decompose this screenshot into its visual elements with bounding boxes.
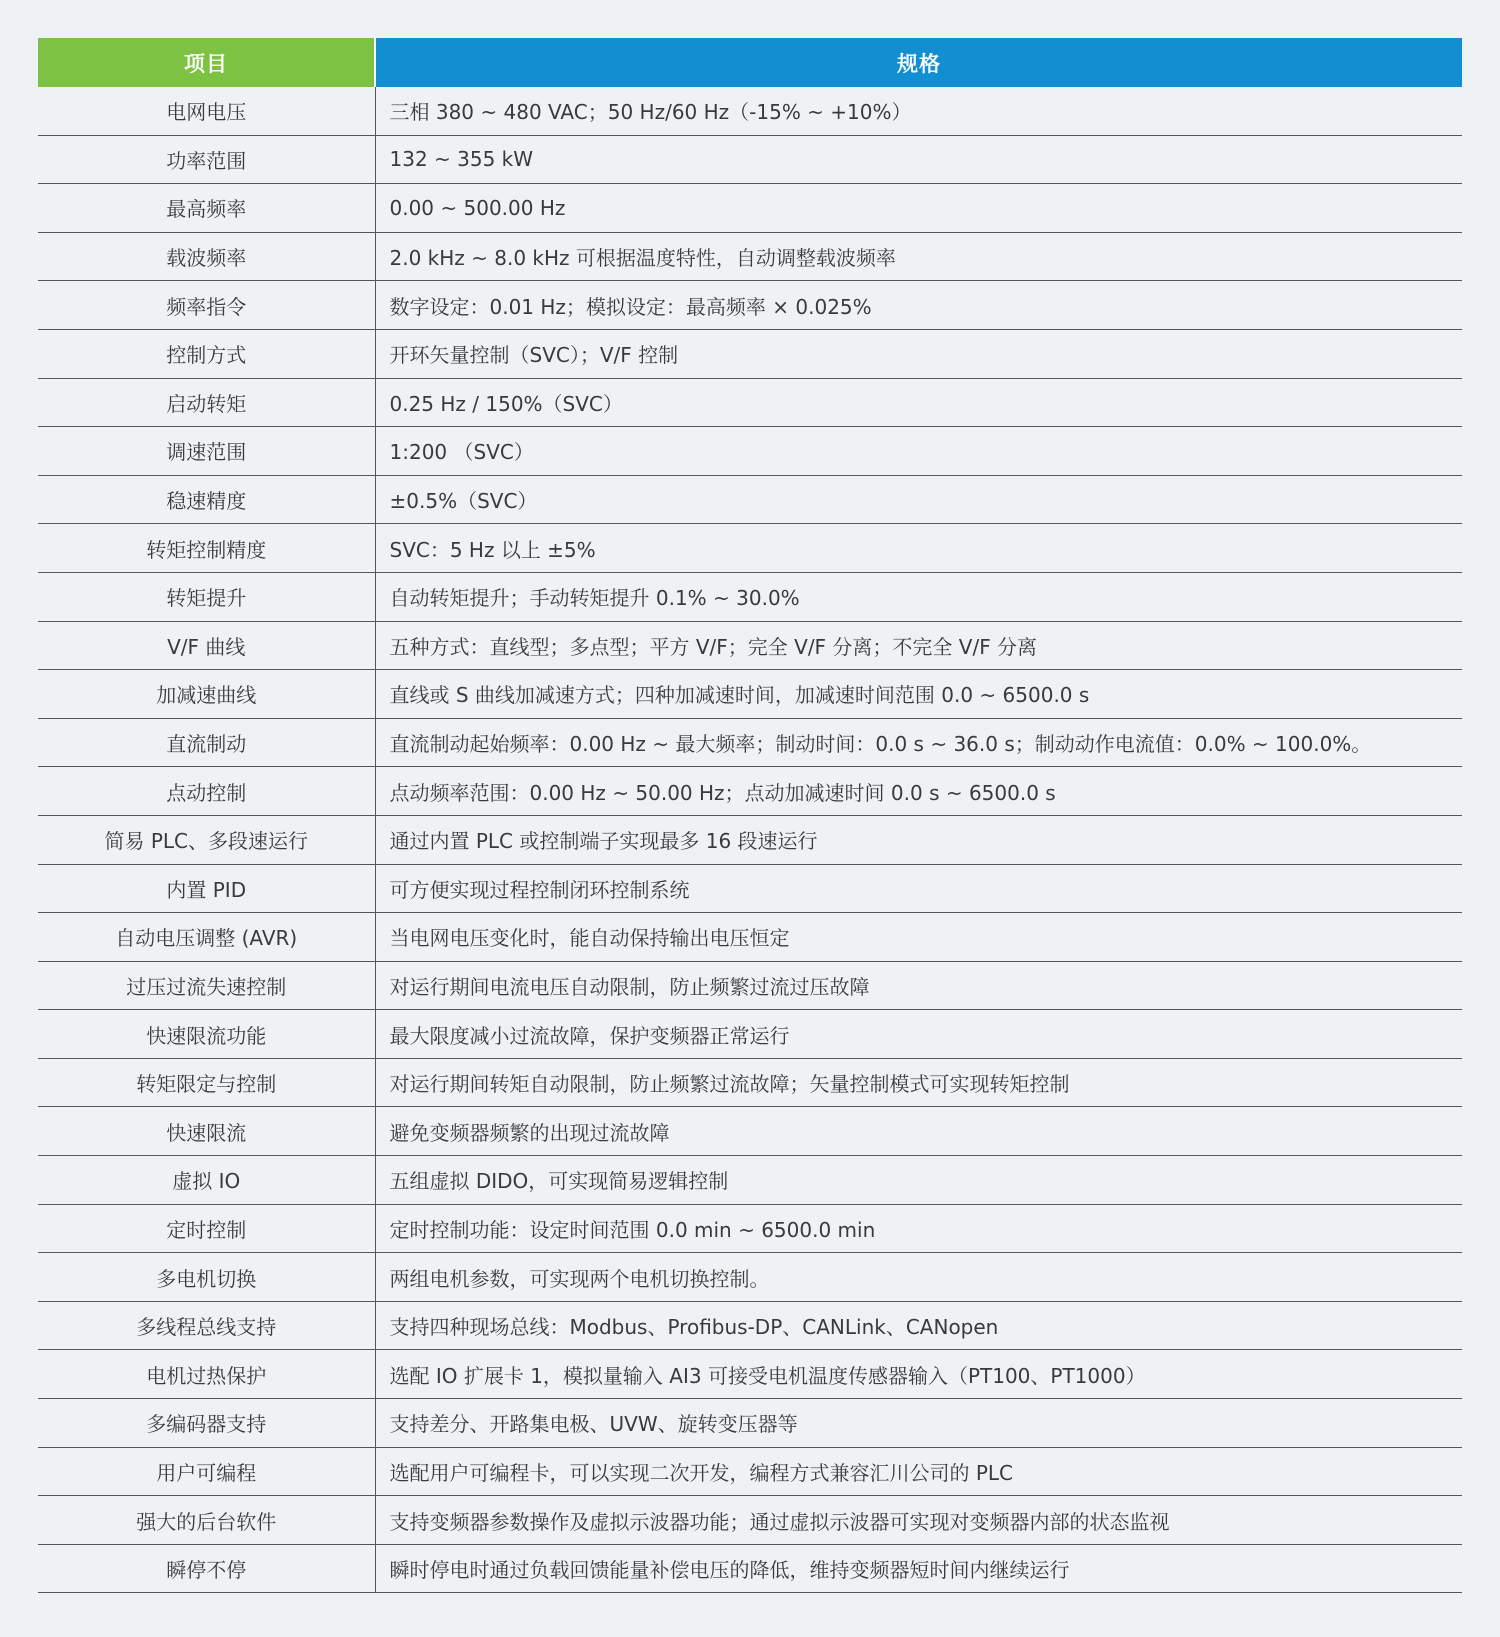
row-spec: 瞬时停电时通过负载回馈能量补偿电压的降低，维持变频器短时间内继续运行 <box>375 1544 1462 1593</box>
row-spec: 直流制动起始频率：0.00 Hz ~ 最大频率；制动时间：0.0 s ~ 36.0 s；制动动作电流值：0.0% ~ 100.0%。 <box>375 718 1462 767</box>
table-row <box>38 1399 1462 1448</box>
table-row <box>38 1156 1462 1205</box>
row-item: 虚拟 IO <box>38 1156 375 1205</box>
row-spec: ±0.5%（SVC） <box>375 475 1462 524</box>
row-spec: 132 ~ 355 kW <box>375 135 1462 184</box>
row-item: 启动转矩 <box>38 378 375 427</box>
row-spec: 通过内置 PLC 或控制端子实现最多 16 段速运行 <box>375 815 1462 864</box>
table-row <box>38 232 1462 281</box>
table-row <box>38 427 1462 476</box>
table-header <box>38 38 1462 87</box>
table-row <box>38 1204 1462 1253</box>
row-spec: 五组虚拟 DIDO，可实现简易逻辑控制 <box>375 1156 1462 1205</box>
table-row <box>38 621 1462 670</box>
table-row <box>38 815 1462 864</box>
table-row <box>38 1301 1462 1350</box>
row-spec: 支持四种现场总线：Modbus、Profibus-DP、CANLink、CANopen <box>375 1301 1462 1350</box>
row-item: 最高频率 <box>38 184 375 233</box>
table-row <box>38 1496 1462 1545</box>
table-row <box>38 135 1462 184</box>
table-row <box>38 572 1462 621</box>
table-row <box>38 961 1462 1010</box>
row-spec: 避免变频器频繁的出现过流故障 <box>375 1107 1462 1156</box>
header-item: 项目 <box>38 38 375 87</box>
row-spec: 支持变频器参数操作及虚拟示波器功能；通过虚拟示波器可实现对变频器内部的状态监视 <box>375 1496 1462 1545</box>
row-spec: 三相 380 ~ 480 VAC；50 Hz/60 Hz（-15% ~ +10%） <box>375 87 1462 135</box>
row-item: 电网电压 <box>38 87 375 135</box>
row-item: 电机过热保护 <box>38 1350 375 1399</box>
row-item: 调速范围 <box>38 427 375 476</box>
row-spec: 对运行期间电流电压自动限制，防止频繁过流过压故障 <box>375 961 1462 1010</box>
table-row <box>38 1058 1462 1107</box>
row-spec: 支持差分、开路集电极、UVW、旋转变压器等 <box>375 1399 1462 1448</box>
row-spec: 直线或 S 曲线加减速方式；四种加减速时间，加减速时间范围 0.0 ~ 6500.0 s <box>375 670 1462 719</box>
row-spec: 自动转矩提升；手动转矩提升 0.1% ~ 30.0% <box>375 572 1462 621</box>
row-spec: SVC：5 Hz 以上 ±5% <box>375 524 1462 573</box>
row-item: 频率指令 <box>38 281 375 330</box>
row-spec: 开环矢量控制（SVC）；V/F 控制 <box>375 329 1462 378</box>
row-spec: 可方便实现过程控制闭环控制系统 <box>375 864 1462 913</box>
row-item: 直流制动 <box>38 718 375 767</box>
row-item: 内置 PID <box>38 864 375 913</box>
header-spec: 规格 <box>375 38 1462 87</box>
table-row <box>38 378 1462 427</box>
row-item: 加减速曲线 <box>38 670 375 719</box>
row-spec: 0.00 ~ 500.00 Hz <box>375 184 1462 233</box>
row-item: 简易 PLC、多段速运行 <box>38 815 375 864</box>
table-row <box>38 1447 1462 1496</box>
table-row <box>38 184 1462 233</box>
spec-table <box>38 38 1462 1593</box>
row-spec: 点动频率范围：0.00 Hz ~ 50.00 Hz；点动加减速时间 0.0 s ~ 6500.0 s <box>375 767 1462 816</box>
table-row <box>38 864 1462 913</box>
row-item: 过压过流失速控制 <box>38 961 375 1010</box>
row-item: 快速限流 <box>38 1107 375 1156</box>
row-item: 多电机切换 <box>38 1253 375 1302</box>
row-item: 转矩提升 <box>38 572 375 621</box>
row-item: 载波频率 <box>38 232 375 281</box>
row-spec: 选配用户可编程卡，可以实现二次开发，编程方式兼容汇川公司的 PLC <box>375 1447 1462 1496</box>
row-item: 定时控制 <box>38 1204 375 1253</box>
row-item: V/F 曲线 <box>38 621 375 670</box>
row-spec: 选配 IO 扩展卡 1，模拟量输入 AI3 可接受电机温度传感器输入（PT100、PT1000） <box>375 1350 1462 1399</box>
table-row <box>38 1350 1462 1399</box>
row-spec: 两组电机参数，可实现两个电机切换控制。 <box>375 1253 1462 1302</box>
row-spec: 当电网电压变化时，能自动保持输出电压恒定 <box>375 913 1462 962</box>
table-row <box>38 718 1462 767</box>
row-item: 多编码器支持 <box>38 1399 375 1448</box>
table-row <box>38 913 1462 962</box>
row-item: 自动电压调整 (AVR) <box>38 913 375 962</box>
table-row <box>38 329 1462 378</box>
table-row <box>38 767 1462 816</box>
table-row <box>38 1010 1462 1059</box>
row-spec: 定时控制功能：设定时间范围 0.0 min ~ 6500.0 min <box>375 1204 1462 1253</box>
header-row <box>38 38 1462 87</box>
row-spec: 最大限度减小过流故障，保护变频器正常运行 <box>375 1010 1462 1059</box>
row-item: 瞬停不停 <box>38 1544 375 1593</box>
row-item: 用户可编程 <box>38 1447 375 1496</box>
row-spec: 2.0 kHz ~ 8.0 kHz 可根据温度特性，自动调整载波频率 <box>375 232 1462 281</box>
row-spec: 五种方式：直线型；多点型；平方 V/F；完全 V/F 分离；不完全 V/F 分离 <box>375 621 1462 670</box>
table-row <box>38 1107 1462 1156</box>
table-row <box>38 475 1462 524</box>
row-item: 控制方式 <box>38 329 375 378</box>
table-row <box>38 670 1462 719</box>
row-item: 快速限流功能 <box>38 1010 375 1059</box>
table-row <box>38 281 1462 330</box>
row-spec: 数字设定：0.01 Hz；模拟设定：最高频率 × 0.025% <box>375 281 1462 330</box>
row-spec: 0.25 Hz / 150%（SVC） <box>375 378 1462 427</box>
row-spec: 1:200 （SVC） <box>375 427 1462 476</box>
row-item: 转矩限定与控制 <box>38 1058 375 1107</box>
row-item: 点动控制 <box>38 767 375 816</box>
row-item: 多线程总线支持 <box>38 1301 375 1350</box>
row-item: 功率范围 <box>38 135 375 184</box>
row-spec: 对运行期间转矩自动限制，防止频繁过流故障；矢量控制模式可实现转矩控制 <box>375 1058 1462 1107</box>
row-item: 转矩控制精度 <box>38 524 375 573</box>
row-item: 稳速精度 <box>38 475 375 524</box>
table-row <box>38 1544 1462 1593</box>
table-row <box>38 1253 1462 1302</box>
table-row <box>38 524 1462 573</box>
table-body <box>38 87 1462 1593</box>
table-row <box>38 87 1462 135</box>
row-item: 强大的后台软件 <box>38 1496 375 1545</box>
